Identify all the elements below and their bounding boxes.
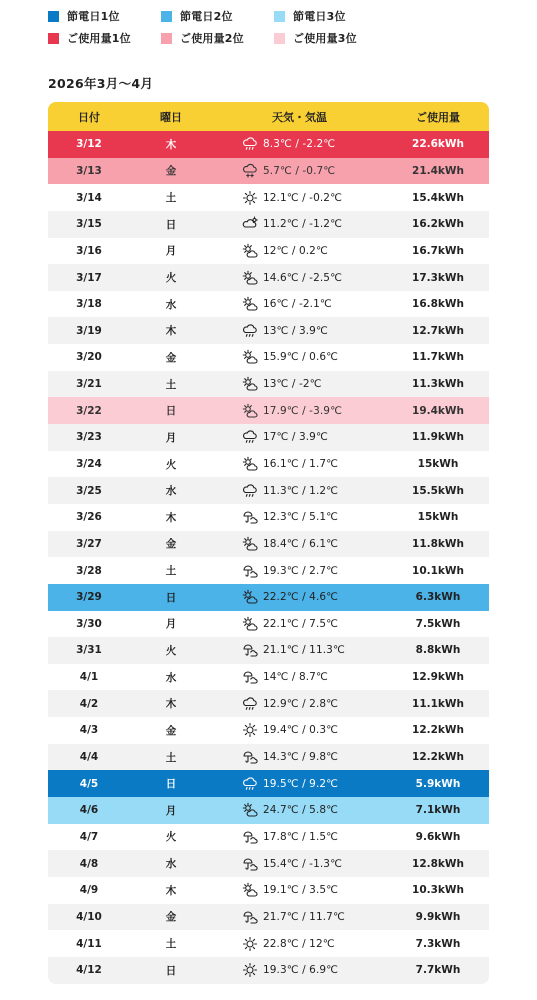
cell-date: 3/14 [76,191,102,204]
cell-usage: 22.6kWh [412,138,464,151]
umbrella-cloud-icon [242,829,258,845]
table-row [48,424,489,451]
cell-usage: 12.9kWh [412,671,464,684]
cell-weather [212,536,387,552]
legend-item-usage-2 [161,30,274,46]
cell-weekday: 月 [165,431,177,444]
sun-cloud-icon [242,456,258,472]
cell-weekday: 火 [165,644,177,657]
cell-weather [212,349,387,365]
cell-temperature: 19.3℃ / 2.7℃ [263,564,339,577]
sun-cloud-icon [242,536,258,552]
sun-icon [242,190,258,206]
cell-date: 4/10 [76,910,102,923]
table-row [48,850,489,877]
cell-date: 3/21 [76,378,102,391]
cell-temperature: 5.7℃ / -0.7℃ [263,164,336,177]
legend-swatch [48,11,59,22]
cell-usage: 16.7kWh [412,244,464,257]
legend-swatch [161,33,172,44]
cell-usage: 10.1kWh [412,564,464,577]
cell-weekday: 日 [165,405,177,418]
cell-temperature: 12.1℃ / -0.2℃ [263,191,342,204]
cell-temperature: 12.3℃ / 5.1℃ [263,511,339,524]
cell-temperature: 8.3℃ / -2.2℃ [263,138,336,151]
cell-usage: 7.3kWh [415,937,461,950]
sun-cloud-icon [242,270,258,286]
cell-weather [212,376,387,392]
cell-date: 4/3 [79,724,99,737]
umbrella-cloud-icon [242,669,258,685]
table-row [48,238,489,265]
cell-weather [212,190,387,206]
cell-date: 4/12 [76,964,102,977]
cloud-rain-icon [242,776,258,792]
table-row [48,904,489,931]
table-row [48,717,489,744]
cell-weekday: 土 [165,192,177,205]
table-row [48,877,489,904]
cell-weather [212,136,387,152]
cell-temperature: 22.1℃ / 7.5℃ [263,617,339,630]
cell-usage: 7.7kWh [415,964,461,977]
header-weekday: 曜日 [160,110,182,124]
cell-date: 3/31 [76,644,102,657]
cell-weekday: 月 [165,618,177,631]
cell-usage: 10.3kWh [412,884,464,897]
umbrella-cloud-icon [242,642,258,658]
table-row [48,451,489,478]
cell-usage: 7.5kWh [415,617,461,630]
cell-temperature: 16.1℃ / 1.7℃ [263,458,339,470]
table-row [48,291,489,318]
cell-weekday: 土 [165,938,177,951]
cell-temperature: 19.3℃ / 6.9℃ [263,964,339,977]
cell-weather [212,829,387,845]
legend-item-usage-1 [48,30,161,46]
cell-date: 4/5 [79,777,99,790]
sun-cloud-icon [242,403,258,419]
cell-weather [212,909,387,925]
umbrella-cloud-icon [242,749,258,765]
cell-date: 3/28 [76,564,102,577]
cell-temperature: 14.6℃ / -2.5℃ [263,271,342,284]
umbrella-cloud-icon [242,909,258,925]
table-row [48,664,489,691]
umbrella-cloud-icon [242,856,258,872]
table-row [48,690,489,717]
cell-weekday: 月 [165,804,177,817]
cell-temperature: 18.4℃ / 6.1℃ [263,537,339,550]
cell-weather [212,642,387,658]
cell-weather [212,776,387,792]
cell-date: 4/6 [79,804,99,817]
cell-usage: 16.2kWh [412,218,464,231]
cell-temperature: 24.7℃ / 5.8℃ [263,804,339,817]
legend-item-usage-3 [274,30,387,46]
cell-weather [212,722,387,738]
cell-usage: 15kWh [417,511,459,524]
cell-temperature: 19.5℃ / 9.2℃ [263,777,339,790]
cell-weekday: 金 [165,538,177,551]
table-row [48,477,489,504]
cell-weekday: 金 [165,351,177,364]
umbrella-cloud-icon [242,509,258,525]
cell-weekday: 日 [165,964,177,977]
cell-date: 4/1 [79,671,99,684]
cell-weekday: 水 [165,485,177,498]
cell-date: 4/4 [79,751,99,764]
cell-weekday: 水 [165,671,177,684]
table-row [48,744,489,771]
cell-temperature: 12.9℃ / 2.8℃ [263,697,339,710]
cloud-rain-icon [242,136,258,152]
table-row [48,131,489,158]
cell-temperature: 21.7℃ / 11.7℃ [263,910,345,923]
legend-item-save-2 [161,8,274,24]
cell-weekday: 日 [165,778,177,791]
cell-weather [212,563,387,579]
cell-temperature: 22.8℃ / 12℃ [263,937,335,950]
cell-weekday: 水 [165,858,177,871]
table-row [48,584,489,611]
table-row [48,317,489,344]
cell-date: 3/18 [76,298,102,311]
table-row [48,531,489,558]
cell-usage: 8.8kWh [415,644,461,657]
cell-weather [212,163,387,179]
cell-usage: 12.8kWh [412,857,464,870]
cell-weather [212,589,387,605]
cell-weather [212,429,387,445]
cloud-rain-icon [242,429,258,445]
legend-label: ご使用量3位 [293,32,357,45]
legend-swatch [48,33,59,44]
legend-item-save-3 [274,8,387,24]
legend-swatch [274,33,285,44]
table-row [48,930,489,957]
cell-temperature: 14.3℃ / 9.8℃ [263,751,339,764]
cell-usage: 7.1kWh [415,804,461,817]
cell-weekday: 木 [165,511,177,524]
cloud-rain-icon [242,323,258,339]
cell-weather [212,216,387,232]
table-body [48,131,489,984]
cell-weather [212,696,387,712]
table-row [48,211,489,238]
cell-temperature: 16℃ / -2.1℃ [263,298,332,311]
sun-cloud-icon [242,882,258,898]
cell-temperature: 15.9℃ / 0.6℃ [263,351,339,364]
cell-temperature: 11.2℃ / -1.2℃ [263,218,342,231]
cell-date: 3/12 [76,138,102,151]
cell-weather [212,456,387,472]
cell-weekday: 木 [165,698,177,711]
cell-date: 3/26 [76,511,102,524]
cell-date: 3/19 [76,324,102,337]
cell-date: 3/20 [76,351,102,364]
cell-date: 3/22 [76,404,102,417]
table-row [48,637,489,664]
cell-weekday: 火 [165,272,177,285]
cell-temperature: 12℃ / 0.2℃ [263,244,328,257]
table-header [48,102,489,131]
table-row [48,264,489,291]
cell-weather [212,962,387,978]
cell-weekday: 木 [165,138,177,151]
cell-date: 3/27 [76,537,102,550]
cell-usage: 12.7kWh [412,324,464,337]
cell-temperature: 22.2℃ / 4.6℃ [263,591,339,604]
cell-weekday: 土 [165,565,177,578]
cell-temperature: 21.1℃ / 11.3℃ [263,644,345,657]
header-date: 日付 [78,110,100,124]
sun-icon [242,962,258,978]
legend-row-usage [48,28,408,48]
cell-date: 3/16 [76,244,102,257]
cell-weekday: 火 [165,831,177,844]
cell-weekday: 木 [165,884,177,897]
cell-usage: 9.9kWh [415,910,461,923]
cloud-rain-icon [242,483,258,499]
cell-date: 4/9 [79,884,99,897]
cell-weekday: 月 [165,245,177,258]
cell-weather [212,616,387,632]
cell-usage: 11.1kWh [412,697,464,710]
cell-usage: 11.3kWh [412,378,464,391]
cell-usage: 19.4kWh [412,404,464,417]
cell-weekday: 金 [165,165,177,178]
cell-date: 3/23 [76,431,102,444]
cell-usage: 5.9kWh [415,777,461,790]
cell-weekday: 木 [165,325,177,338]
cloud-rain-icon [242,696,258,712]
table-row [48,158,489,185]
cell-weekday: 火 [165,458,177,471]
cell-usage: 12.2kWh [412,751,464,764]
sun-cloud-icon [242,296,258,312]
legend-swatch [274,11,285,22]
cell-usage: 15.4kWh [412,191,464,204]
table-row [48,184,489,211]
cell-date: 3/29 [76,591,102,604]
cell-usage: 11.7kWh [412,351,464,364]
cell-usage: 11.8kWh [412,537,464,550]
usage-table [48,102,489,984]
cell-date: 4/8 [79,857,99,870]
cell-weekday: 土 [165,751,177,764]
cell-weekday: 水 [165,298,177,311]
period-title: 2026年3月〜4月 [48,76,154,91]
sun-cloud-icon [242,589,258,605]
legend-row-savings [48,6,408,26]
cell-weather [212,882,387,898]
cell-temperature: 19.4℃ / 0.3℃ [263,724,339,737]
cell-temperature: 13℃ / 3.9℃ [263,324,328,337]
cell-usage: 15kWh [417,458,459,470]
cell-date: 4/2 [79,697,99,710]
cell-weekday: 土 [165,378,177,391]
table-row [48,824,489,851]
legend [48,6,408,50]
table-row [48,957,489,984]
cell-temperature: 13℃ / -2℃ [263,378,322,391]
cell-weather [212,669,387,685]
cell-usage: 11.9kWh [412,431,464,444]
cell-date: 3/25 [76,484,102,497]
legend-label: ご使用量1位 [67,32,131,45]
legend-label: ご使用量2位 [180,32,244,45]
cell-weather [212,270,387,286]
cell-temperature: 14℃ / 8.7℃ [263,671,328,684]
cell-temperature: 17.8℃ / 1.5℃ [263,830,339,843]
cell-weather [212,936,387,952]
sun-cloud-icon [242,802,258,818]
cell-weather [212,802,387,818]
table-row [48,504,489,531]
cell-usage: 21.4kWh [412,164,464,177]
cell-weekday: 日 [165,218,177,231]
legend-label: 節電日2位 [180,10,233,23]
cell-weather [212,509,387,525]
cell-weather [212,296,387,312]
cell-weather [212,483,387,499]
cell-date: 4/11 [76,937,102,950]
cell-date: 3/13 [76,164,102,177]
cell-weather [212,243,387,259]
header-weather: 天気・気温 [272,110,327,124]
cell-temperature: 19.1℃ / 3.5℃ [263,884,339,897]
legend-item-save-1 [48,8,161,24]
sun-cloud-icon [242,243,258,259]
cell-usage: 6.3kWh [415,591,461,604]
umbrella-cloud-icon [242,563,258,579]
cell-usage: 12.2kWh [412,724,464,737]
sun-cloud-icon [242,616,258,632]
table-row [48,770,489,797]
cell-date: 4/7 [79,830,99,843]
sun-cloud-icon [242,376,258,392]
legend-label: 節電日3位 [293,10,346,23]
cell-weather [212,749,387,765]
cell-usage: 17.3kWh [412,271,464,284]
table-row [48,797,489,824]
cell-temperature: 15.4℃ / -1.3℃ [263,857,342,870]
cell-date: 3/24 [76,458,102,470]
cloud-snow-icon [242,163,258,179]
sun-icon [242,722,258,738]
sun-icon [242,936,258,952]
cell-weather [212,403,387,419]
table-row [48,611,489,638]
table-row [48,557,489,584]
table-row [48,371,489,398]
cell-weather [212,856,387,872]
cell-temperature: 17℃ / 3.9℃ [263,431,328,444]
sun-cloud-icon [242,349,258,365]
cell-usage: 16.8kWh [412,298,464,311]
table-row [48,397,489,424]
cell-weather [212,323,387,339]
header-usage: ご使用量 [416,110,460,124]
cell-weekday: 日 [165,591,177,604]
cell-weekday: 金 [165,724,177,737]
cell-temperature: 11.3℃ / 1.2℃ [263,484,339,497]
table-row [48,344,489,371]
cell-temperature: 17.9℃ / -3.9℃ [263,404,342,417]
cell-weekday: 金 [165,911,177,924]
cell-date: 3/17 [76,271,102,284]
cell-usage: 9.6kWh [415,830,461,843]
cell-date: 3/30 [76,617,102,630]
cloud-sun-icon [242,216,258,232]
cell-usage: 15.5kWh [412,484,464,497]
cell-date: 3/15 [76,218,102,231]
legend-swatch [161,11,172,22]
legend-label: 節電日1位 [67,10,120,23]
